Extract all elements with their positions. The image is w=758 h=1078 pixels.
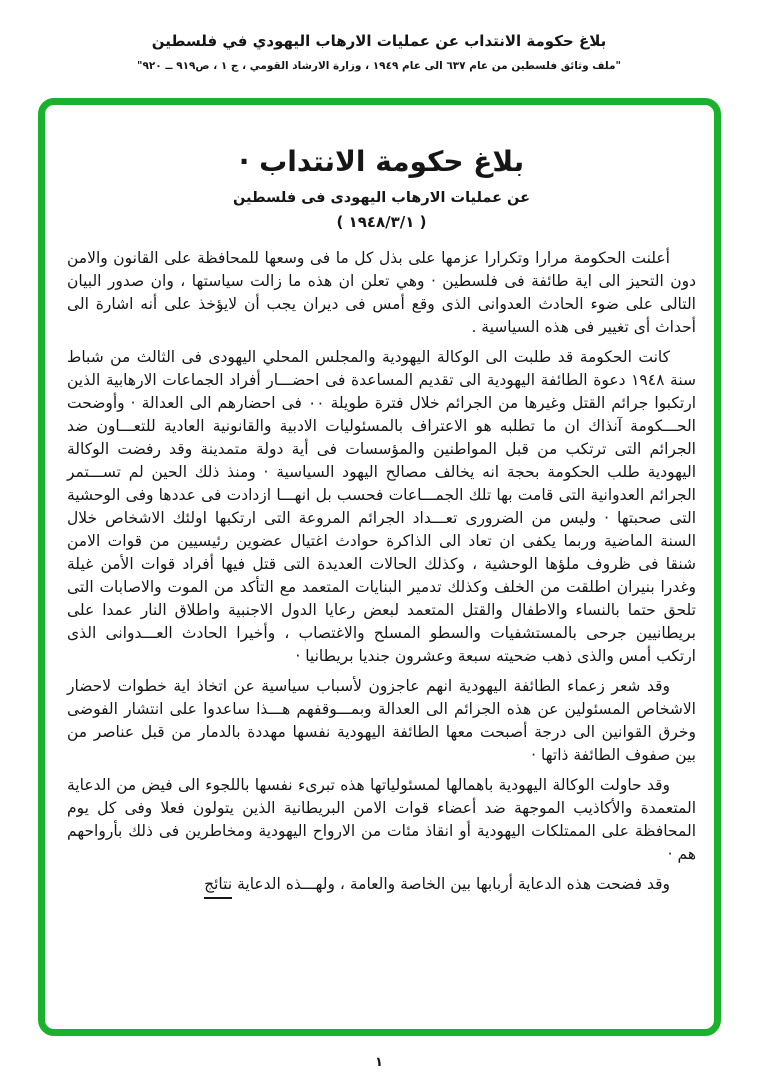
document-content (45, 105, 714, 899)
paragraph-2: كانت الحكومة قد طلبت الى الوكالة اليهودية والمجلس المحلي اليهودى فى الثالث من شباط سنة ١٩٤٨ دعوة الطائفة اليهودية الى تقديم المساعدة فى احضـــار أفراد الجماعات الارهابية الذين ارتكبوا جرائم القتل وغيرها من الجرائم خلال فترة طويلة ٠٠ فى احضارهم الى العدالة · وأوضحت الحـــكومة آنذاك ان ما تطلبه هو الاعتراف بالمسئوليات الادبية والقانونية العادية للتعـــاون ضد الجرائم التى ترتكب من قبل المواطنين والمؤسسات فى أية دولة متمدينة وقد رفضت الوكالة اليهودية طلب الحكومة بحجة انه يخالف مصالح اليهود السياسية · ومنذ ذلك الحين لم تســـتمر الجرائم العدوانية التى قامت بها تلك الجمـــاعات فحسب بل انهـــا ازدادت فى عددها وفى الوحشية التى صحبتها · وليس من الضرورى تعـــداد الجرائم المروعة التى ارتكبها اولئك الاشخاص خلال السنة الماضية وربما يكفى ان تعاد الى الذاكرة حوادث اغتيال عضوين رئيسيين من قوات الامن شنقا فى ظروف ملؤها الوحشية ، وكذلك الحالات العديدة التى قتل فيها أفراد قوات الأمن غيلة وغدرا بنيران اطلقت من الخلف وكذلك تدمير البنايات المتعمد مع التأكد من الموت والاصابات التى تلحق حتما بالنساء والاطفال والقتل المتعمد لبعض رعايا الدول الاجنبية واطلاق النار عمدا على بريطانيين جرحى بالمستشفيات والسطو المسلح والاغتصاب ، وأخيرا الحادث العـــدوانى الذى ارتكب أمس والذى ذهب ضحيته سبعة وعشرون جنديا بريطانيا · (67, 348, 697, 665)
paragraph-4: وقد حاولت الوكالة اليهودية باهمالها لمسئولياتها هذه تبرىء نفسها باللجوء الى فيض من الدعاية المتعمدة والأكاذيب الموجهة ضد أعضاء قوات الامن البريطانية الذين يتولون فعلا وفى كل يوم المحافظة على الممتلكات اليهودية أو انقاذ مئات من الارواح اليهودية ومخاطرين فى ذلك بأرواحهم هم · (67, 776, 696, 863)
paragraph-5-text: وقد فضحت هذه الدعاية أربابها بين الخاصة والعامة ، ولهـــذه الدعاية (232, 875, 670, 893)
header-title: بلاغ حكومة الانتداب عن عمليات الارهاب اليهودي في فلسطين (151, 32, 607, 50)
document-subtitle: عن عمليات الارهاب اليهودى فى فلسطين (232, 190, 530, 206)
page-number: ١ (375, 1055, 383, 1070)
document-title: بلاغ حكومة الانتداب · (238, 145, 525, 178)
document-frame (38, 98, 721, 1036)
header-source: "ملف وثائق فلسطين من عام ٦٣٧ الى عام ١٩٤٩ ، وزارة الارشاد القومي ، ج ١ ، ص٩١٩ ــ ٩٢٠" (136, 60, 622, 72)
paragraph-3: وقد شعر زعماء الطائفة اليهودية انهم عاجزون لأسباب سياسية عن اتخاذ اية خطوات لاحضار الاشخاص المسئولين عن هذه الجرائم الى العدالة وبمـــوقفهم هـــذا ساعدوا على انتشار الفوضى وخرق القوانين الى درجة أصبحت معها الطائفة اليهودية نفسها مهددة بالدمار من قبل عناصر من بين صفوف الطائفة ذاتها · (67, 677, 696, 764)
document-body (67, 247, 696, 899)
paragraph-5 (67, 873, 696, 899)
document-date: ( ١٩٤٨/٣/١ ) (336, 213, 427, 231)
paragraph-1: أعلنت الحكومة مرارا وتكرارا عزمها على بذل كل ما فى وسعها للمحافظة على القانون والامن دون التحيز الى اية طائفة فى فلسطين · وهي تعلن ان هذه ما زالت سياستها ، وان صدور البيان التالى على ضوء الحادث العدوانى الذى وقع أمس فى ديران يجب أن لايؤخذ على أنه اشارة الى أحداث أى تغيير فى هذه السياسية . (67, 249, 696, 336)
catchword: نتائج (204, 873, 232, 899)
page-header (0, 32, 758, 72)
